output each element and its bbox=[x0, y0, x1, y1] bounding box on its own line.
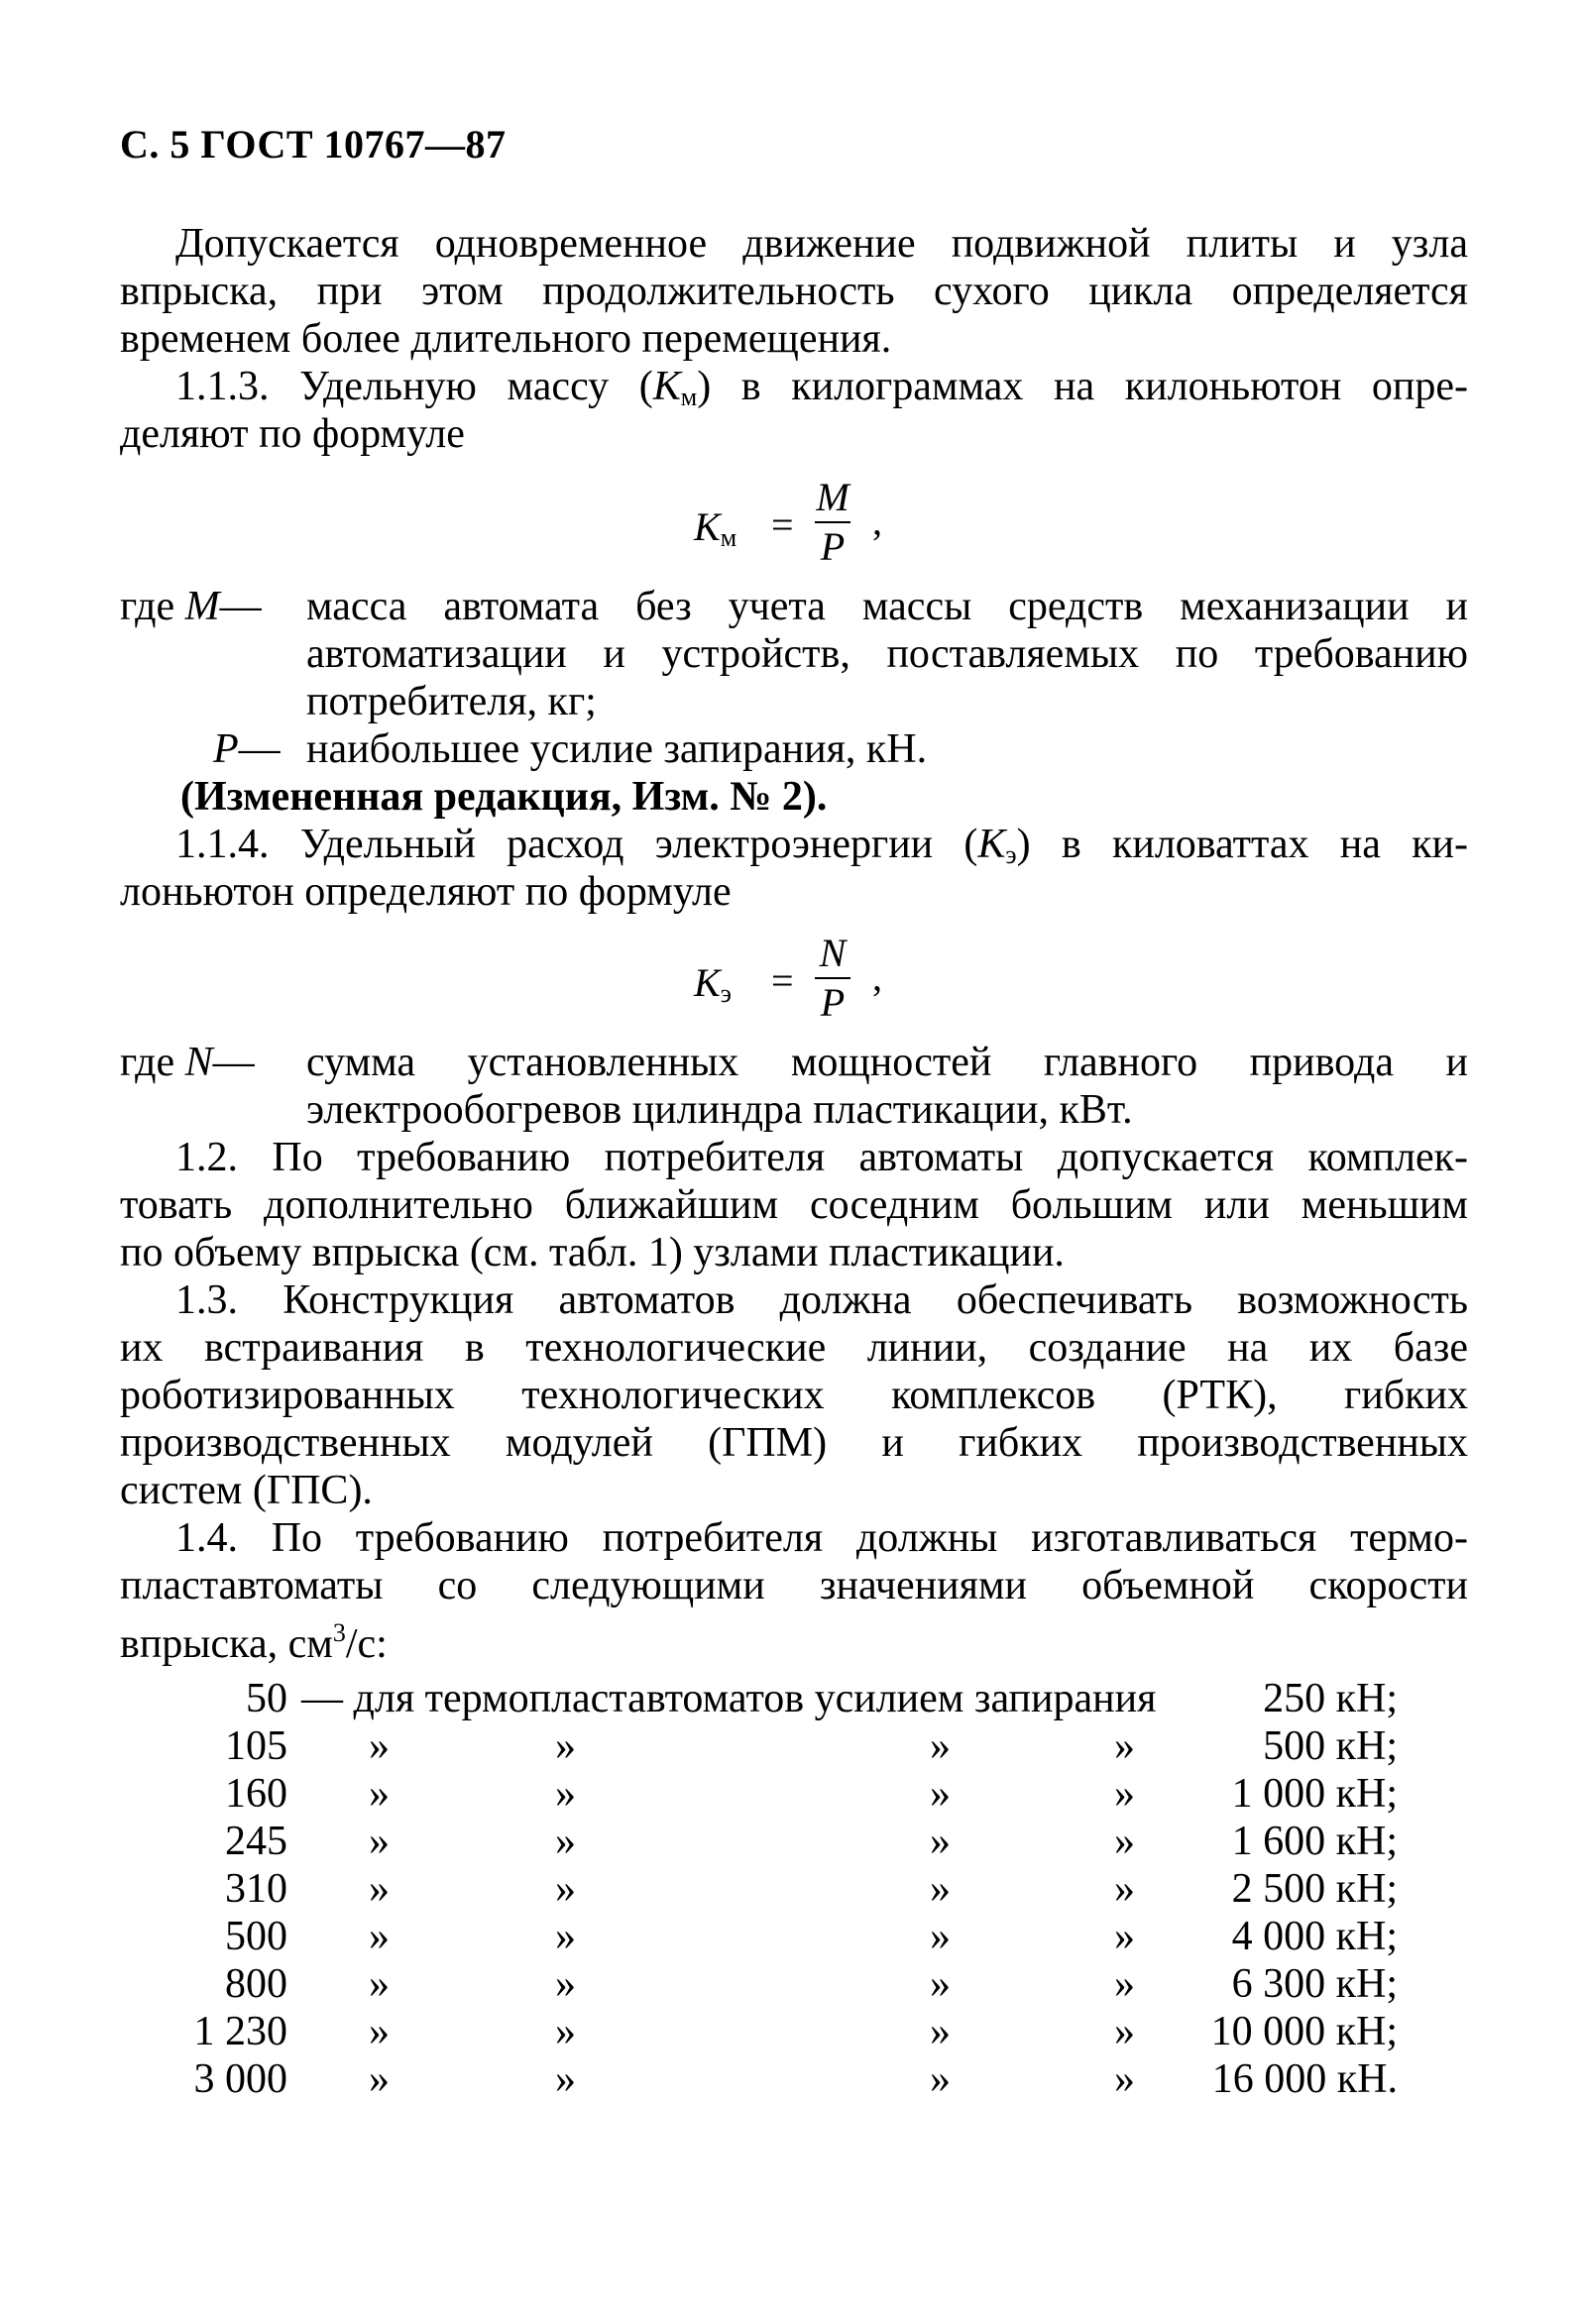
clamp-force: 6 300 кН; bbox=[1231, 1961, 1398, 2007]
definition-term bbox=[120, 583, 262, 630]
ditto-mark: » bbox=[930, 1771, 951, 1817]
paragraph-line: по объему впрыска (см. табл. 1) узлами пластикации. bbox=[120, 1230, 1065, 1275]
definition-line: масса автомата без учета массы средств механизации и bbox=[306, 584, 1468, 629]
text-run: 1.1.3. Удельную массу ( bbox=[175, 364, 653, 409]
ditto-mark: » bbox=[369, 2056, 390, 2102]
formula-subscript: м bbox=[720, 523, 737, 552]
definition-term bbox=[120, 1039, 255, 1086]
definition-term bbox=[213, 725, 281, 773]
rate-row bbox=[0, 2055, 1586, 2103]
rate-row bbox=[0, 1722, 1586, 1770]
ditto-mark: » bbox=[369, 1914, 390, 1959]
rate-value: 500 bbox=[225, 1914, 287, 1959]
rate-row bbox=[0, 1913, 1586, 1960]
variable: K bbox=[652, 364, 681, 409]
clamp-force: 1 600 кН; bbox=[1231, 1819, 1398, 1864]
ditto-mark: » bbox=[369, 1961, 390, 2007]
definition-line: потребителя, кг; bbox=[306, 679, 597, 724]
rate-row bbox=[0, 1865, 1586, 1913]
clamp-force: 500 кН; bbox=[1263, 1723, 1398, 1769]
ditto-mark: » bbox=[555, 1914, 576, 1959]
rate-description: — для термопластавтоматов усилием запирания bbox=[301, 1676, 1157, 1721]
ditto-mark: » bbox=[1114, 1771, 1135, 1817]
paragraph-line: роботизированных технологических комплексов (РТК), гибких bbox=[120, 1373, 1468, 1418]
numerator: M bbox=[816, 475, 850, 519]
clamp-force: 16 000 кН. bbox=[1211, 2056, 1398, 2102]
clamp-force: 10 000 кН; bbox=[1210, 2009, 1398, 2054]
ditto-mark: » bbox=[369, 2009, 390, 2054]
dash: — bbox=[219, 584, 262, 629]
formula-subscript: э bbox=[720, 979, 732, 1008]
numerator: N bbox=[819, 931, 847, 975]
denominator: P bbox=[820, 524, 846, 569]
definition-line: автоматизации и устройств, поставляемых по требованию bbox=[306, 631, 1468, 677]
rate-value: 105 bbox=[225, 1723, 287, 1769]
formula-variable: K bbox=[694, 960, 721, 1005]
variable: M bbox=[184, 584, 220, 629]
ditto-mark: » bbox=[930, 1819, 951, 1864]
text-run: ) в киловаттах на ки- bbox=[1016, 822, 1468, 867]
rate-value: 3 000 bbox=[193, 2056, 287, 2102]
variable: N bbox=[184, 1040, 213, 1085]
section-1-2-line: 1.2. По требованию потребителя автоматы допускается комплек- bbox=[175, 1135, 1468, 1180]
ditto-mark: » bbox=[1114, 1819, 1135, 1864]
page-header: С. 5 ГОСТ 10767—87 bbox=[120, 122, 507, 166]
paragraph-line: пластавтоматы со следующими значениями объемной скорости bbox=[120, 1563, 1468, 1608]
rate-row bbox=[0, 1960, 1586, 2008]
variable: P bbox=[213, 726, 239, 772]
text-run: ) в килограммах на килоньютон опре- bbox=[697, 364, 1468, 409]
rate-value: 245 bbox=[225, 1819, 287, 1864]
ditto-mark: » bbox=[369, 1866, 390, 1912]
ditto-mark: » bbox=[930, 1914, 951, 1959]
variable: K bbox=[977, 822, 1006, 867]
rate-row bbox=[0, 1818, 1586, 1865]
ditto-mark: » bbox=[1114, 2009, 1135, 2054]
paragraph-line: их встраивания в технологические линии, создание на их базе bbox=[120, 1325, 1468, 1371]
definition-line: сумма установленных мощностей главного привода и bbox=[306, 1040, 1468, 1085]
equals-sign: = bbox=[771, 502, 794, 547]
rate-value: 310 bbox=[225, 1866, 287, 1912]
ditto-mark: » bbox=[1114, 1914, 1135, 1959]
text-run: где bbox=[120, 584, 185, 629]
paragraph-line: лоньютон определяют по формуле bbox=[120, 869, 732, 915]
paragraph-line: впрыска, при этом продолжительность сухого цикла определяется bbox=[120, 269, 1468, 314]
rate-row bbox=[0, 1675, 1586, 1722]
ditto-mark: » bbox=[555, 1866, 576, 1912]
ditto-mark: » bbox=[930, 2009, 951, 2054]
section-1-3-line: 1.3. Конструкция автоматов должна обеспечивать возможность bbox=[175, 1277, 1468, 1323]
ditto-mark: » bbox=[555, 1961, 576, 2007]
equals-sign: = bbox=[771, 958, 794, 1003]
rate-value: 160 bbox=[225, 1771, 287, 1817]
formula-comma: , bbox=[872, 498, 882, 543]
paragraph-line: деляют по формуле bbox=[120, 411, 465, 457]
ditto-mark: » bbox=[1114, 1723, 1135, 1769]
ditto-mark: » bbox=[555, 1771, 576, 1817]
dash: — bbox=[238, 726, 281, 772]
ditto-mark: » bbox=[555, 1819, 576, 1864]
ditto-mark: » bbox=[369, 1819, 390, 1864]
clamp-force: 2 500 кН; bbox=[1231, 1866, 1398, 1912]
subscript: э bbox=[1005, 840, 1017, 869]
paragraph-line: временем более длительного перемещения. bbox=[120, 316, 892, 362]
ditto-mark: » bbox=[369, 1771, 390, 1817]
ditto-mark: » bbox=[369, 1723, 390, 1769]
definition-line: электрообогревов цилиндра пластикации, кВт. bbox=[306, 1087, 1133, 1133]
dash: — bbox=[212, 1040, 255, 1085]
definition-line: наибольшее усилие запирания, кН. bbox=[306, 726, 928, 772]
clamp-force: 250 кН; bbox=[1263, 1676, 1398, 1721]
ditto-mark: » bbox=[1114, 1961, 1135, 2007]
ditto-mark: » bbox=[555, 1723, 576, 1769]
paragraph-line: производственных модулей (ГПМ) и гибких производственных bbox=[120, 1420, 1468, 1466]
rate-value: 800 bbox=[225, 1961, 287, 2007]
section-1-4-line: 1.4. По требованию потребителя должны изготавливаться термо- bbox=[175, 1515, 1468, 1561]
ditto-mark: » bbox=[930, 1866, 951, 1912]
ditto-mark: » bbox=[930, 1961, 951, 2007]
rate-row bbox=[0, 1770, 1586, 1818]
ditto-mark: » bbox=[555, 2009, 576, 2054]
ditto-mark: » bbox=[930, 2056, 951, 2102]
paragraph-line bbox=[120, 1609, 1468, 1668]
rate-row bbox=[0, 2008, 1586, 2055]
ditto-mark: » bbox=[930, 1723, 951, 1769]
denominator: P bbox=[820, 980, 846, 1025]
rate-value: 50 bbox=[246, 1676, 287, 1721]
superscript: 3 bbox=[332, 1618, 346, 1647]
text-run: впрыска, см bbox=[120, 1621, 333, 1667]
paragraph-line: систем (ГПС). bbox=[120, 1468, 373, 1513]
text-run: где bbox=[120, 1040, 185, 1085]
text-run: /с: bbox=[345, 1621, 388, 1667]
ditto-mark: » bbox=[1114, 1866, 1135, 1912]
paragraph-line: Допускается одновременное движение подвижной плиты и узла bbox=[175, 221, 1468, 267]
clamp-force: 1 000 кН; bbox=[1231, 1771, 1398, 1817]
ditto-mark: » bbox=[555, 2056, 576, 2102]
formula-comma: , bbox=[872, 954, 882, 999]
rate-value: 1 230 bbox=[193, 2009, 287, 2054]
subscript: м bbox=[680, 383, 698, 411]
text-run: 1.1.4. Удельный расход электроэнергии ( bbox=[175, 822, 978, 867]
amendment-note: (Измененная редакция, Изм. № 2). bbox=[180, 774, 828, 820]
ditto-mark: » bbox=[1114, 2056, 1135, 2102]
paragraph-line: товать дополнительно ближайшим соседним большим или меньшим bbox=[120, 1182, 1468, 1228]
formula-variable: K bbox=[694, 504, 721, 549]
clamp-force: 4 000 кН; bbox=[1231, 1914, 1398, 1959]
